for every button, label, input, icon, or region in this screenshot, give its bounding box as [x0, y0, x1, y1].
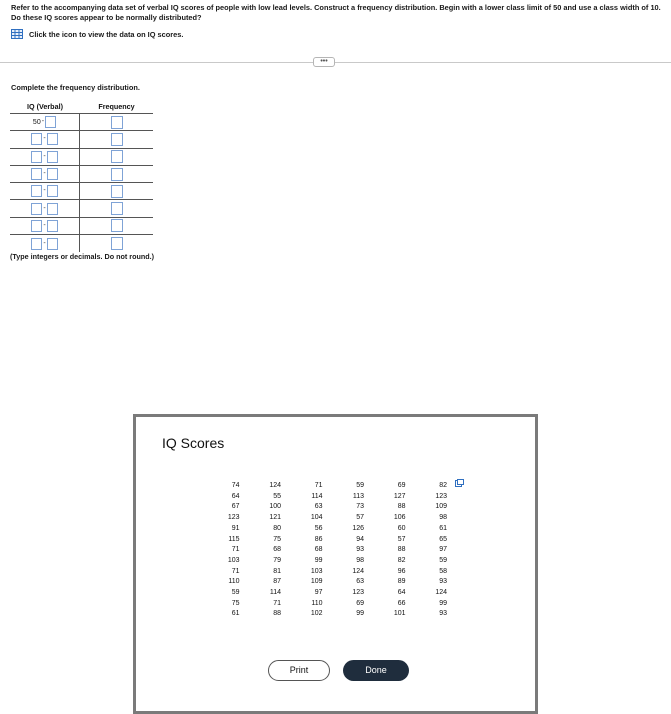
iq-score-cell: 59	[356, 482, 364, 489]
table-row	[198, 588, 447, 599]
iq-score-cell: 124	[352, 567, 364, 575]
expand-more-button[interactable]: •••	[313, 57, 335, 67]
frequency-input[interactable]	[111, 237, 123, 250]
iq-score-cell: 124	[269, 482, 281, 489]
frequency-input[interactable]	[111, 185, 123, 198]
iq-score-cell: 106	[393, 514, 406, 522]
section-divider	[0, 62, 671, 63]
frequency-input[interactable]	[111, 202, 123, 215]
iq-score-cell: 74	[231, 482, 240, 489]
iq-score-cell: 63	[356, 578, 364, 586]
frequency-input[interactable]	[111, 168, 123, 181]
iq-score-cell: 114	[311, 492, 323, 500]
iq-score-cell: 61	[439, 524, 447, 532]
iq-score-cell: 93	[439, 578, 447, 586]
table-row	[10, 149, 153, 166]
upper-limit-input[interactable]	[47, 220, 58, 232]
iq-score-cell: 79	[273, 556, 281, 564]
range-dash: -	[43, 135, 46, 143]
iq-score-cell: 73	[356, 503, 364, 511]
lower-limit-input[interactable]	[31, 168, 42, 180]
iq-score-cell: 75	[231, 599, 240, 607]
upper-limit-input[interactable]	[47, 151, 58, 163]
iq-score-cell: 93	[439, 610, 447, 618]
iq-score-cell: 113	[352, 492, 364, 500]
iq-score-cell: 104	[310, 514, 323, 522]
frequency-input[interactable]	[111, 116, 123, 129]
iq-score-cell: 127	[393, 492, 406, 500]
range-dash: -	[43, 221, 46, 229]
iq-score-cell: 80	[273, 524, 281, 532]
header-frequency: Frequency	[98, 102, 135, 111]
iq-score-cell: 59	[231, 589, 240, 597]
iq-score-cell: 66	[397, 599, 406, 607]
iq-score-cell: 64	[231, 492, 240, 500]
table-row	[198, 577, 447, 588]
iq-score-cell: 124	[435, 589, 447, 597]
range-dash: -	[43, 152, 46, 160]
iq-score-cell: 57	[356, 514, 364, 522]
iq-scores-dialog	[133, 414, 538, 714]
iq-score-cell: 97	[314, 589, 323, 597]
iq-score-cell: 126	[352, 524, 364, 532]
iq-score-cell: 89	[397, 578, 406, 586]
lower-limit-input[interactable]	[31, 238, 42, 250]
table-row	[198, 502, 447, 513]
lower-limit-input[interactable]	[31, 185, 42, 197]
iq-score-cell: 71	[314, 482, 323, 489]
upper-limit-input[interactable]	[47, 185, 58, 197]
iq-score-cell: 68	[314, 546, 323, 554]
iq-score-cell: 71	[231, 546, 240, 554]
iq-score-cell: 87	[273, 578, 281, 586]
instruction-text: Complete the frequency distribution.	[11, 83, 140, 92]
iq-score-cell: 60	[397, 524, 406, 532]
table-row	[198, 545, 447, 556]
lower-limit-input[interactable]	[31, 220, 42, 232]
range-dash: -	[43, 239, 46, 247]
iq-score-cell: 121	[269, 514, 281, 522]
iq-score-cell: 57	[397, 535, 406, 543]
iq-score-cell: 56	[314, 524, 323, 532]
iq-score-cell: 103	[227, 556, 240, 564]
iq-score-cell: 71	[273, 599, 281, 607]
iq-score-cell: 69	[356, 599, 364, 607]
iq-score-cell: 82	[439, 482, 447, 489]
iq-data-table	[198, 481, 447, 620]
iq-score-cell: 82	[397, 556, 406, 564]
iq-score-cell: 59	[439, 556, 447, 564]
table-row	[10, 166, 153, 183]
iq-score-cell: 109	[435, 503, 447, 511]
iq-score-cell: 123	[352, 589, 364, 597]
table-row	[10, 131, 153, 148]
iq-score-cell: 110	[228, 578, 240, 586]
iq-score-cell: 68	[273, 546, 281, 554]
table-row	[198, 492, 447, 503]
upper-limit-input[interactable]	[45, 116, 56, 128]
upper-limit-input[interactable]	[47, 133, 58, 145]
table-row	[198, 556, 447, 567]
table-row	[10, 235, 153, 252]
iq-score-cell: 100	[269, 503, 281, 511]
question-text: Refer to the accompanying data set of verbal IQ scores of people with low lead levels. Construct a frequency distribution. Begin with a lower class limit of 50 and use a class width of 10. Do these IQ scores appear to be normally distributed?	[11, 3, 661, 22]
iq-score-cell: 115	[228, 535, 240, 543]
frequency-input[interactable]	[111, 219, 123, 232]
iq-score-cell: 58	[439, 567, 447, 575]
table-row	[198, 535, 447, 546]
iq-data-grid	[198, 481, 448, 620]
iq-score-cell: 94	[356, 535, 364, 543]
frequency-input[interactable]	[111, 133, 123, 146]
iq-score-cell: 102	[310, 610, 323, 618]
range-dash: -	[41, 118, 45, 126]
table-row	[10, 218, 153, 235]
iq-score-cell: 96	[397, 567, 406, 575]
iq-score-cell: 88	[397, 546, 406, 554]
frequency-table	[10, 101, 153, 252]
iq-score-cell: 123	[435, 492, 447, 500]
table-row	[198, 513, 447, 524]
range-dash: -	[43, 204, 46, 212]
answer-format-note: (Type integers or decimals. Do not round.)	[10, 252, 155, 261]
iq-score-cell: 110	[311, 599, 323, 607]
copy-data-icon[interactable]	[455, 479, 464, 487]
upper-limit-input[interactable]	[47, 168, 58, 180]
header-iq-verbal: IQ (Verbal)	[27, 102, 63, 111]
iq-score-cell: 67	[231, 503, 240, 511]
table-row	[10, 200, 153, 217]
dialog-title: IQ Scores	[162, 435, 225, 451]
iq-score-cell: 114	[269, 589, 281, 597]
table-header	[10, 101, 153, 114]
range-dash: -	[43, 187, 46, 195]
table-row	[198, 599, 447, 610]
done-button[interactable]: Done	[343, 660, 409, 681]
view-data-label[interactable]: Click the icon to view the data on IQ scores.	[29, 29, 184, 39]
lower-limit-fixed: 50	[32, 118, 41, 126]
iq-score-cell: 55	[273, 492, 281, 500]
iq-score-cell: 81	[273, 567, 281, 575]
print-button[interactable]: Print	[268, 660, 330, 681]
iq-score-cell: 101	[393, 610, 406, 618]
iq-score-cell: 61	[231, 610, 240, 618]
view-data-link[interactable]	[11, 29, 183, 39]
iq-score-cell: 69	[397, 482, 406, 489]
iq-score-cell: 86	[314, 535, 323, 543]
table-row	[10, 183, 153, 200]
frequency-input[interactable]	[111, 150, 123, 163]
iq-score-cell: 99	[356, 610, 364, 618]
table-row	[198, 481, 447, 492]
iq-score-cell: 97	[439, 546, 447, 554]
iq-score-cell: 99	[314, 556, 323, 564]
data-table-icon[interactable]	[11, 29, 23, 39]
upper-limit-input[interactable]	[47, 238, 58, 250]
iq-score-cell: 98	[356, 556, 364, 564]
iq-score-cell: 75	[273, 535, 281, 543]
iq-score-cell: 98	[439, 514, 447, 522]
iq-score-cell: 103	[310, 567, 323, 575]
iq-score-cell: 109	[310, 578, 323, 586]
lower-limit-input[interactable]	[31, 151, 42, 163]
upper-limit-input[interactable]	[47, 203, 58, 215]
iq-score-cell: 123	[227, 514, 240, 522]
iq-score-cell: 88	[273, 610, 281, 618]
lower-limit-input[interactable]	[31, 203, 42, 215]
range-dash: -	[43, 170, 46, 178]
iq-score-cell: 93	[356, 546, 364, 554]
iq-score-cell: 64	[397, 589, 406, 597]
table-row	[10, 114, 153, 131]
lower-limit-input[interactable]	[31, 133, 42, 145]
table-row	[198, 524, 447, 535]
iq-score-cell: 99	[439, 599, 447, 607]
table-row	[198, 567, 447, 578]
iq-score-cell: 63	[314, 503, 323, 511]
iq-score-cell: 88	[397, 503, 406, 511]
table-row	[198, 609, 447, 620]
iq-score-cell: 65	[439, 535, 447, 543]
iq-score-cell: 71	[231, 567, 240, 575]
iq-score-cell: 91	[231, 524, 240, 532]
